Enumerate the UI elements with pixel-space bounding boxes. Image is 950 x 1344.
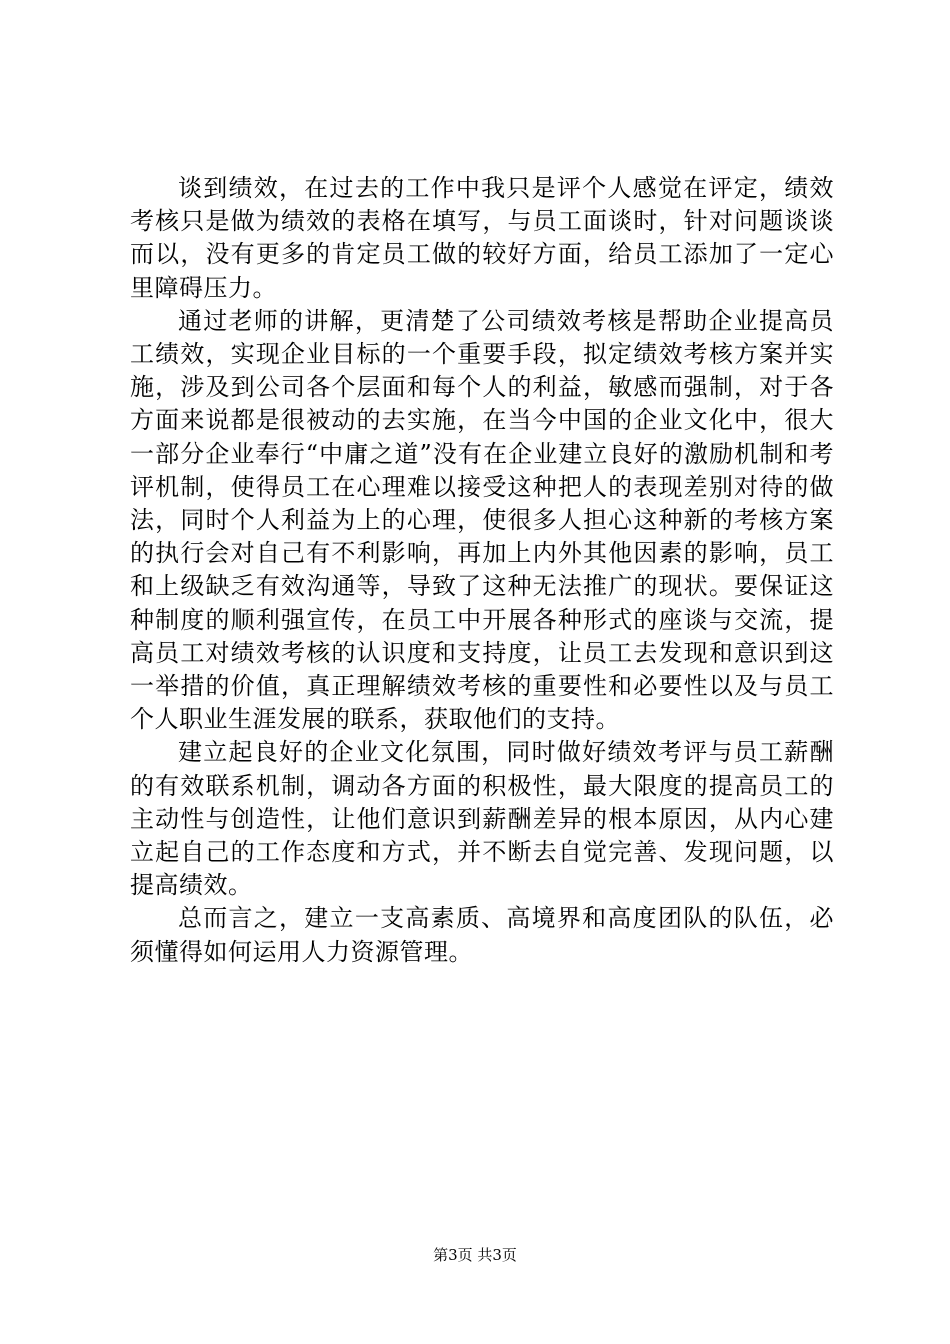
- paragraph-4: 总而言之，建立一支高素质、高境界和高度团队的队伍，必须懂得如何运用人力资源管理。: [130, 904, 834, 966]
- paragraph-2: 通过老师的讲解，更清楚了公司绩效考核是帮助企业提高员工绩效，实现企业目标的一个重要手段，拟定绩效考核方案并实施，涉及到公司各个层面和每个人的利益，敏感而强制，对于各方面来说都是很被动的去实施，在当今中国的企业文化中，很大一部分企业奉行“中庸之道”没有在企业建立良好的激励机制和考评机制，使得员工在心理难以接受这种把人的表现差别对待的做法，同时个人利益为上的心理，使很多人担心这种新的考核方案的执行会对自己有不利影响，再加上内外其他因素的影响，员工和上级缺乏有效沟通等，导致了这种无法推广的现状。要保证这种制度的顺利强宣传，在员工中开展各种形式的座谈与交流，提高员工对绩效考核的认识度和支持度，让员工去发现和意识到这一举措的价值，真正理解绩效考核的重要性和必要性以及与员工个人职业生涯发展的联系，获取他们的支持。: [130, 306, 834, 734]
- paragraph-1: 谈到绩效，在过去的工作中我只是评个人感觉在评定，绩效考核只是做为绩效的表格在填写，与员工面谈时，针对问题谈谈而以，没有更多的肯定员工做的较好方面，给员工添加了一定心里障碍压力。: [130, 174, 834, 302]
- page-footer: 第3页 共3页: [433, 1246, 517, 1264]
- paragraph-3: 建立起良好的企业文化氛围，同时做好绩效考评与员工薪酬的有效联系机制，调动各方面的积极性，最大限度的提高员工的主动性与创造性，让他们意识到薪酬差异的根本原因，从内心建立起自己的工作态度和方式，并不断去自觉完善、发现问题，以提高绩效。: [130, 738, 834, 900]
- document-body: [130, 172, 834, 969]
